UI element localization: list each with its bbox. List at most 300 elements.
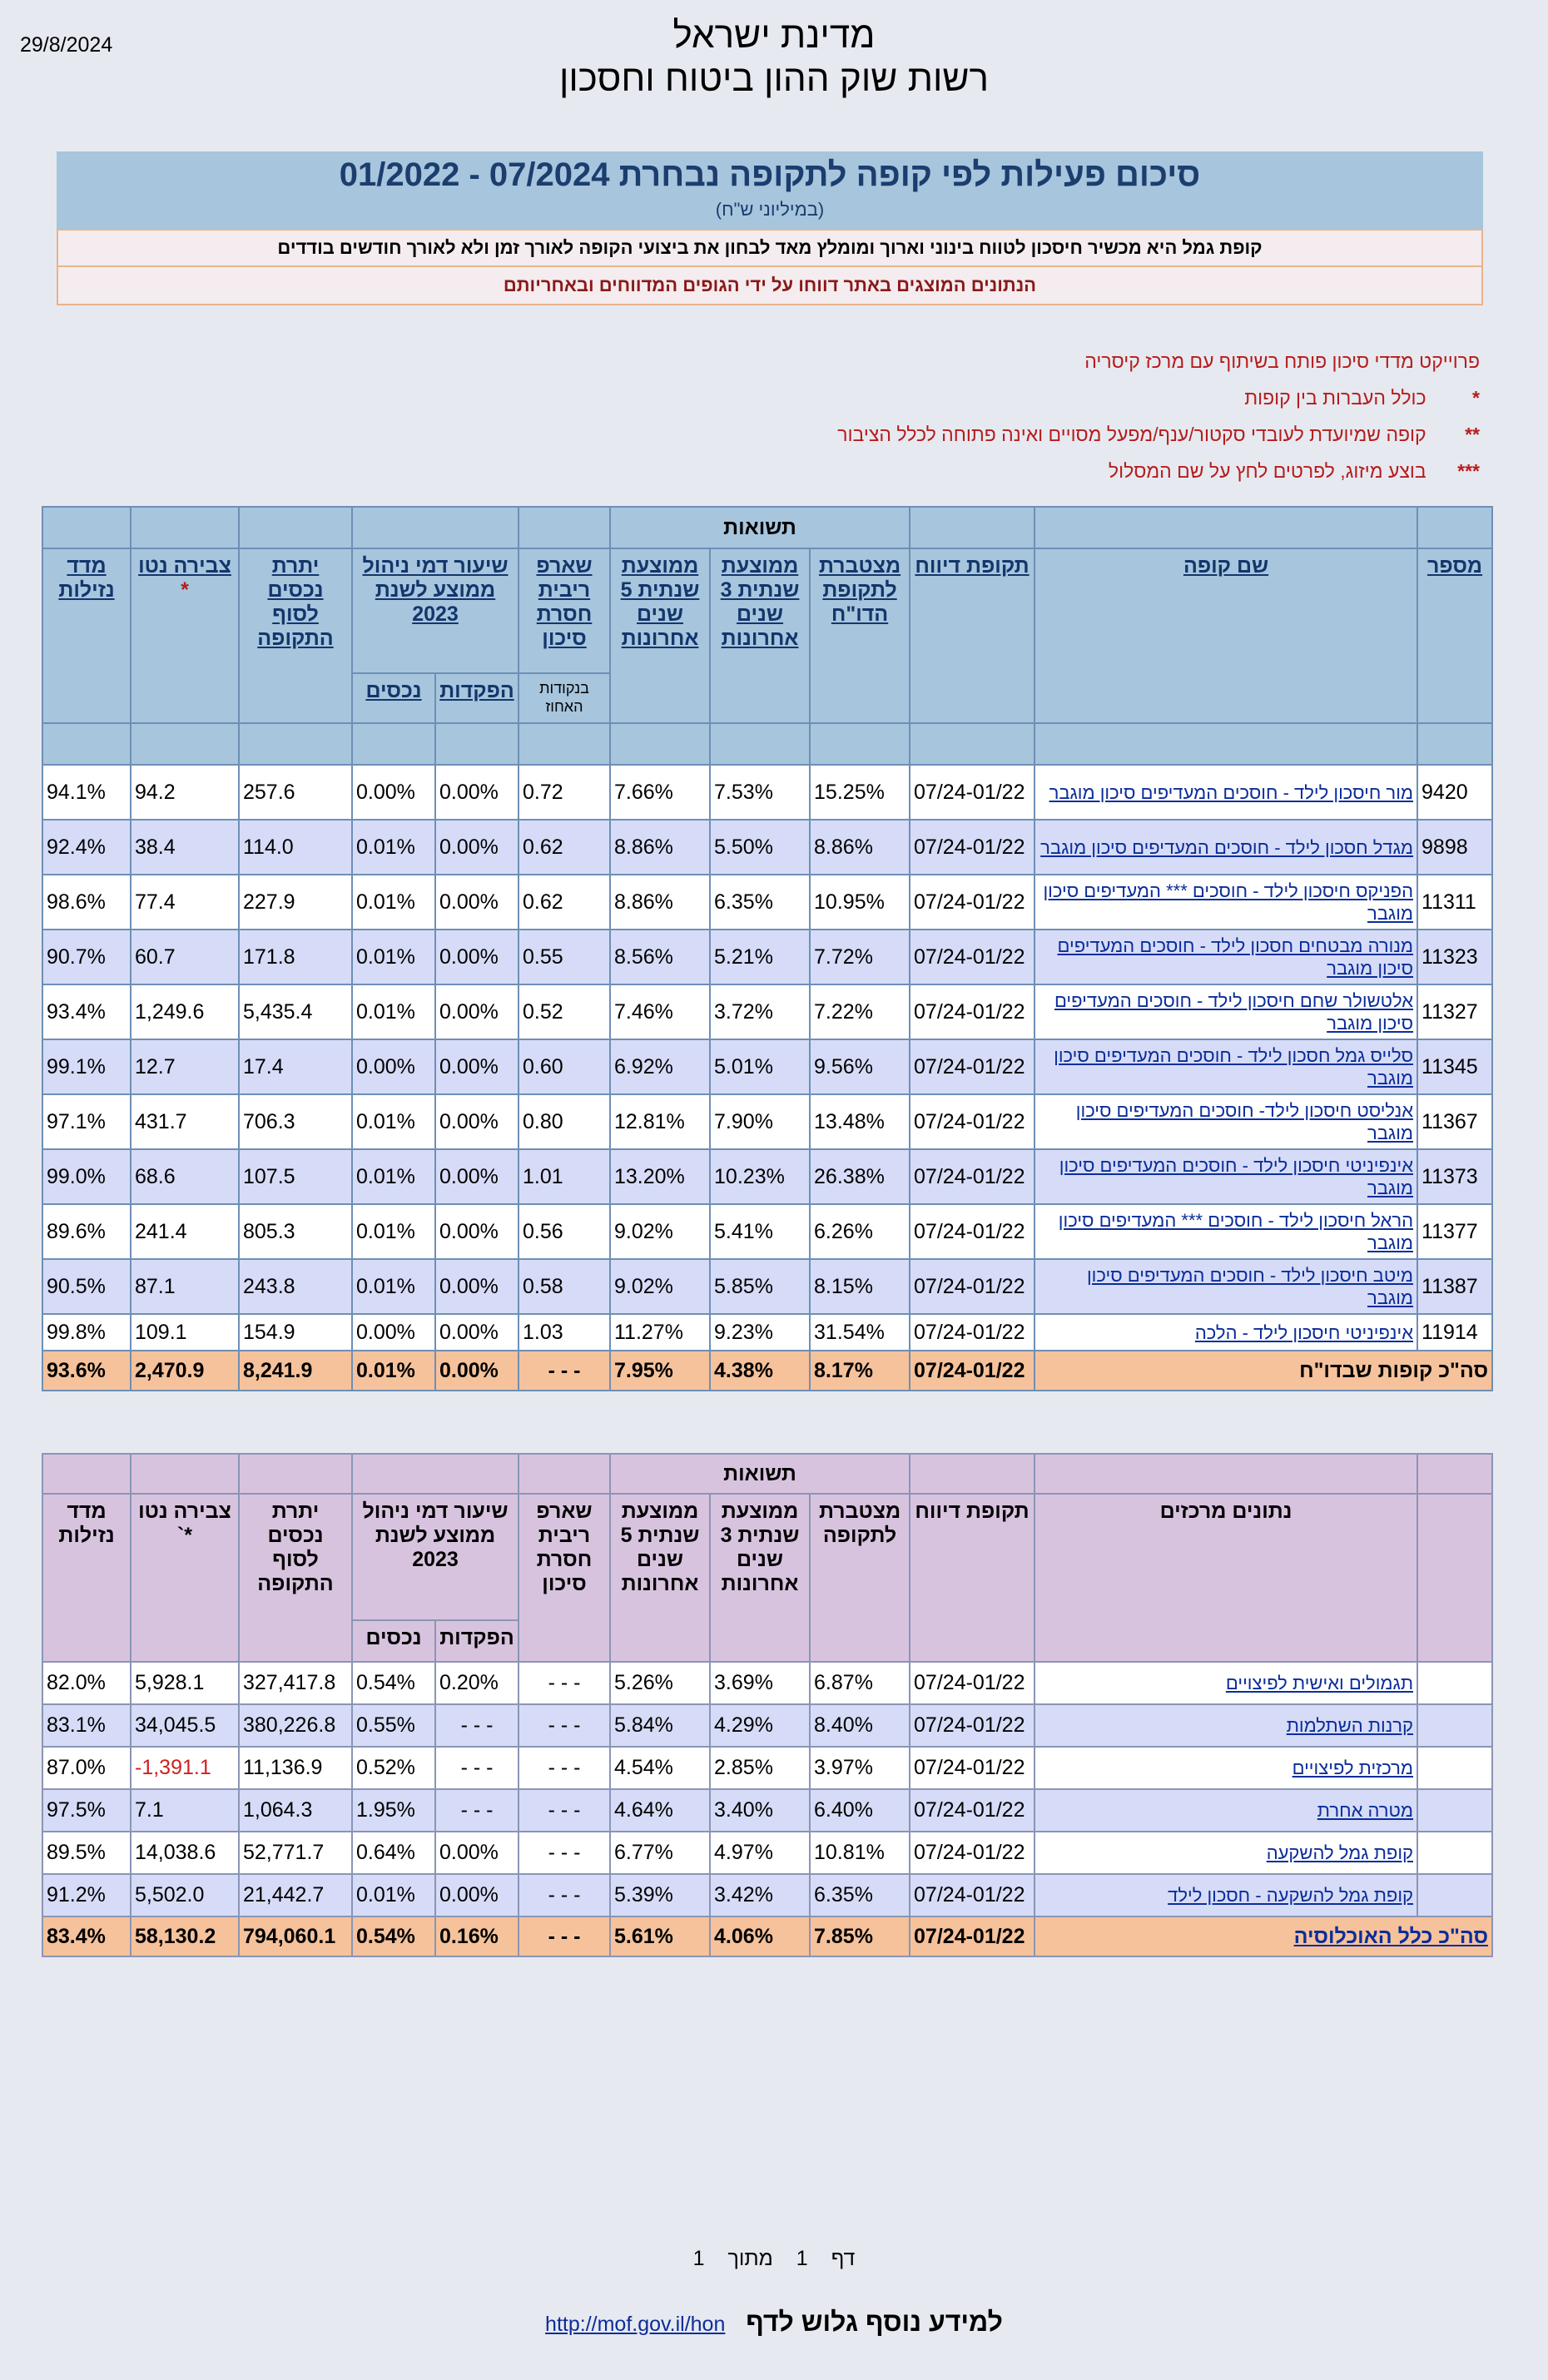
summary-total-row [42,1916,1492,1956]
summary-col-liquidity: מדד נזילות [42,1494,131,1662]
summary-total-fee-deposits: 0.16% [435,1916,518,1956]
fund-sharpe: 0.80 [518,1094,610,1149]
summary-fee-assets: 1.95% [352,1789,435,1832]
summary-blank [1417,1662,1492,1704]
summary-row [42,1747,1492,1789]
sort-cumulative-link[interactable]: מצטברת לתקופת הדו"ח [818,554,901,626]
fund-period: 07/24-01/22 [910,1259,1034,1314]
summary-net-accum: 34,045.5 [131,1704,239,1747]
fund-sharpe: 0.60 [518,1039,610,1094]
fund-row [42,984,1492,1039]
fund-fee-deposits: 0.00% [435,1039,518,1094]
fund-fee-deposits: 0.00% [435,1314,518,1351]
fund-row [42,765,1492,820]
summary-sharpe: - - - [518,1789,610,1832]
summary-name[interactable] [1034,1662,1417,1704]
sort-liquidity-link[interactable]: מדד נזילות [58,554,115,602]
total-cumulative: 8.17% [810,1351,910,1391]
fund-net-accum: 12.7 [131,1039,239,1094]
fund-sharpe: 0.62 [518,875,610,930]
col-period[interactable] [910,548,1034,723]
summary-balance: 52,771.7 [239,1832,352,1874]
summary-sharpe: - - - [518,1874,610,1916]
summary-avg3: 3.42% [710,1874,810,1916]
summary-returns-group: תשואות [610,1454,910,1494]
fund-name[interactable] [1034,1094,1417,1149]
summary-col-fee-assets: נכסים [352,1620,435,1662]
fund-sharpe: 0.56 [518,1204,610,1259]
fund-row [42,1149,1492,1204]
summary-avg5: 5.84% [610,1704,710,1747]
fund-liquidity: 99.0% [42,1149,131,1204]
fund-avg3: 7.90% [710,1094,810,1149]
report-title-text: סיכום פעילות לפי קופה לתקופה נבחרת [618,156,1201,193]
summary-col-period: תקופת דיווח [910,1494,1034,1662]
fund-avg5: 8.86% [610,820,710,875]
funds-table [42,506,1493,1391]
summary-fee-assets: 0.55% [352,1704,435,1747]
fund-number: 11387 [1417,1259,1492,1314]
summary-blank [1417,1874,1492,1916]
fund-period: 07/24-01/22 [910,1149,1034,1204]
net-accum-star: * [181,578,189,602]
fund-period: 07/24-01/22 [910,820,1034,875]
summary-balance: 21,442.7 [239,1874,352,1916]
summary-row [42,1662,1492,1704]
fund-fee-deposits: 0.00% [435,875,518,930]
summary-period: 07/24-01/22 [910,1874,1034,1916]
fund-name-link[interactable]: אינפיניטי חיסכון לילד - חוסכים המעדיפים סיכון מוגבר [1059,1155,1414,1198]
fund-row [42,875,1492,930]
fund-row [42,1204,1492,1259]
summary-blank [1417,1747,1492,1789]
fund-period: 07/24-01/22 [910,1039,1034,1094]
sort-avg5-link[interactable]: ממוצעת שנתית 5 שנים אחרונות [620,554,700,650]
col-balance[interactable] [239,548,352,723]
fund-balance: 171.8 [239,930,352,984]
fund-row [42,1314,1492,1351]
fund-avg3: 5.41% [710,1204,810,1259]
summary-fee-assets: 0.64% [352,1832,435,1874]
fund-number: 11914 [1417,1314,1492,1351]
summary-col-avg3: ממוצעת שנתית 3 שנים אחרונות [710,1494,810,1662]
summary-name-link[interactable]: תגמולים ואישית לפיצויים [1225,1673,1414,1693]
summary-liquidity: 89.5% [42,1832,131,1874]
fund-sharpe: 0.52 [518,984,610,1039]
fund-fee-deposits: 0.00% [435,1094,518,1149]
summary-period: 07/24-01/22 [910,1662,1034,1704]
fund-name[interactable] [1034,1149,1417,1204]
fund-balance: 227.9 [239,875,352,930]
sort-fund-name-link[interactable]: שם קופה [1183,554,1269,578]
fund-avg3: 5.85% [710,1259,810,1314]
summary-liquidity: 83.1% [42,1704,131,1747]
summary-liquidity: 87.0% [42,1747,131,1789]
summary-fee-assets: 0.54% [352,1662,435,1704]
fund-avg3: 3.72% [710,984,810,1039]
total-balance: 8,241.9 [239,1351,352,1391]
fund-fee-deposits: 0.00% [435,820,518,875]
fund-avg5: 12.81% [610,1094,710,1149]
fund-sharpe: 0.62 [518,820,610,875]
funds-total-row [42,1351,1492,1391]
fund-name[interactable] [1034,1259,1417,1314]
fund-name-link[interactable]: מגדל חסכון לילד - חוסכים המעדיפים סיכון מוגבר [1040,836,1414,858]
fund-name-link[interactable]: הפניקס חיסכון לילד - חוסכים *** המעדיפים סיכון מוגבר [1043,880,1414,924]
summary-name[interactable] [1034,1747,1417,1789]
summary-fee-assets: 0.52% [352,1747,435,1789]
sort-period-link[interactable]: תקופת דיווח [915,554,1030,578]
header-state: מדינת ישראל [672,15,876,56]
fund-fee-assets: 0.00% [352,1314,435,1351]
fund-cumulative: 9.56% [810,1039,910,1094]
col-avg3[interactable] [710,548,810,723]
fund-fee-deposits: 0.00% [435,930,518,984]
fund-net-accum: 77.4 [131,875,239,930]
report-banner [57,151,1483,305]
fund-period: 07/24-01/22 [910,1204,1034,1259]
fund-net-accum: 60.7 [131,930,239,984]
col-fee-deposits[interactable] [435,673,518,723]
fund-avg3: 7.53% [710,765,810,820]
fund-name[interactable] [1034,820,1417,875]
summary-row [42,1832,1492,1874]
fund-sharpe: 0.58 [518,1259,610,1314]
summary-fee-deposits: - - - [435,1704,518,1747]
fund-balance: 17.4 [239,1039,352,1094]
summary-name[interactable] [1034,1704,1417,1747]
fund-avg5: 7.66% [610,765,710,820]
sort-number-link[interactable]: מספר [1426,554,1483,578]
fund-liquidity: 92.4% [42,820,131,875]
summary-row [42,1704,1492,1747]
summary-total-avg5: 5.61% [610,1916,710,1956]
summary-col-name: נתונים מרכזים [1034,1494,1417,1662]
summary-sharpe: - - - [518,1832,610,1874]
fund-fee-assets: 0.01% [352,1149,435,1204]
fund-cumulative: 8.86% [810,820,910,875]
sort-net-accum-link[interactable]: צבירה נטו [138,554,231,578]
summary-liquidity: 82.0% [42,1662,131,1704]
sort-sharpe-link[interactable]: שארפ ריבית חסרת סיכון [536,554,593,650]
footnote-3: *** בוצע מיזוג, לפרטים לחץ על שם המסלול [1108,460,1480,482]
summary-total-balance: 794,060.1 [239,1916,352,1956]
fund-name[interactable] [1034,984,1417,1039]
footer-text: למידע נוסף גלוש לדף [746,2307,1003,2337]
summary-col-fee-deposits: הפקדות [435,1620,518,1662]
summary-cumulative: 6.35% [810,1874,910,1916]
total-fee-deposits: 0.00% [435,1351,518,1391]
summary-fee-deposits: - - - [435,1789,518,1832]
funds-table-body [42,765,1492,1391]
col-fee-assets[interactable] [352,673,435,723]
fund-avg5: 8.56% [610,930,710,984]
fund-fee-assets: 0.01% [352,820,435,875]
fund-name[interactable] [1034,930,1417,984]
fund-sharpe: 0.72 [518,765,610,820]
fund-liquidity: 90.7% [42,930,131,984]
report-units: (במיליוני ש"ח) [715,199,825,220]
fund-liquidity: 89.6% [42,1204,131,1259]
fund-cumulative: 7.72% [810,930,910,984]
fund-name-link[interactable]: מיטב חיסכון לילד - חוסכים המעדיפים סיכון מוגבר [1086,1265,1414,1308]
fund-row [42,820,1492,875]
fund-row [42,1039,1492,1094]
fund-sharpe: 1.01 [518,1149,610,1204]
summary-net-accum: 14,038.6 [131,1832,239,1874]
footnote-1: * כולל העברות בין קופות [1244,387,1480,409]
fund-row [42,1259,1492,1314]
fund-avg5: 13.20% [610,1149,710,1204]
fund-net-accum: 87.1 [131,1259,239,1314]
total-net-accum: 2,470.9 [131,1351,239,1391]
col-number[interactable] [1417,548,1492,723]
fund-number: 11323 [1417,930,1492,984]
summary-avg3: 3.40% [710,1789,810,1832]
summary-fee-deposits: 0.20% [435,1662,518,1704]
fund-cumulative: 10.95% [810,875,910,930]
fund-avg5: 6.92% [610,1039,710,1094]
sort-fee-assets-link[interactable]: נכסים [365,679,422,702]
fund-liquidity: 98.6% [42,875,131,930]
summary-net-accum: 5,928.1 [131,1662,239,1704]
col-liquidity[interactable] [42,548,131,723]
summary-fee-deposits: 0.00% [435,1832,518,1874]
pager-page: 1 [796,2247,808,2270]
summary-net-accum: -1,391.1 [131,1747,239,1789]
summary-col-net-accum: צבירה נטו *` [131,1494,239,1662]
summary-total-net-accum: 58,130.2 [131,1916,239,1956]
page-header [0,15,1548,100]
summary-col-fee-group: שיעור דמי ניהול ממוצע לשנת 2023 [352,1494,518,1620]
fund-name[interactable] [1034,1204,1417,1259]
pager-of-label: מתוך [727,2247,773,2270]
summary-period: 07/24-01/22 [910,1789,1034,1832]
fund-cumulative: 7.22% [810,984,910,1039]
fund-fee-assets: 0.01% [352,1259,435,1314]
fund-fee-deposits: 0.00% [435,984,518,1039]
fund-cumulative: 15.25% [810,765,910,820]
pager-total: 1 [692,2247,705,2270]
fund-cumulative: 26.38% [810,1149,910,1204]
fund-number: 11327 [1417,984,1492,1039]
fund-period: 07/24-01/22 [910,1314,1034,1351]
pager-page-label: דף [831,2247,856,2270]
summary-period: 07/24-01/22 [910,1704,1034,1747]
summary-col-sharpe: שארפ ריבית חסרת סיכון [518,1494,610,1662]
col-net-accum[interactable] [131,548,239,723]
summary-total-label[interactable] [1034,1916,1492,1956]
summary-sharpe: - - - [518,1662,610,1704]
fund-period: 07/24-01/22 [910,1094,1034,1149]
sort-avg3-link[interactable]: ממוצעת שנתית 3 שנים אחרונות [720,554,800,650]
summary-name-link[interactable]: קרנות השתלמות [1286,1715,1414,1736]
summary-name-link[interactable]: קופת גמל להשקעה - חסכון לילד [1168,1885,1414,1906]
summary-avg3: 2.85% [710,1747,810,1789]
summary-name-link[interactable]: מטרה אחרת [1317,1800,1414,1821]
summary-sharpe: - - - [518,1747,610,1789]
fund-row [42,930,1492,984]
fund-name[interactable] [1034,875,1417,930]
fund-net-accum: 1,249.6 [131,984,239,1039]
summary-avg3: 4.29% [710,1704,810,1747]
summary-balance: 1,064.3 [239,1789,352,1832]
total-sharpe: - - - [518,1351,610,1391]
total-period: 07/24-01/22 [910,1351,1034,1391]
summary-avg5: 4.64% [610,1789,710,1832]
total-avg3: 4.38% [710,1351,810,1391]
summary-total-period: 07/24-01/22 [910,1916,1034,1956]
summary-net-accum: 7.1 [131,1789,239,1832]
footer-link[interactable]: http://mof.gov.il/hon [545,2313,726,2336]
summary-row [42,1874,1492,1916]
pager [0,2247,1548,2271]
fund-fee-deposits: 0.00% [435,1204,518,1259]
fund-avg5: 9.02% [610,1259,710,1314]
responsibility-note: הנתונים המוצגים באתר דווחו על ידי הגופים המדווחים ובאחריותם [57,267,1483,305]
summary-balance: 327,417.8 [239,1662,352,1704]
fund-name[interactable] [1034,1314,1417,1351]
fund-balance: 114.0 [239,820,352,875]
fund-name-link[interactable]: סלייס גמל חסכון לילד - חוסכים המעדיפים סיכון מוגבר [1054,1045,1414,1088]
summary-blank [1417,1832,1492,1874]
col-avg5[interactable] [610,548,710,723]
summary-name[interactable] [1034,1874,1417,1916]
summary-row [42,1789,1492,1832]
footnote-project: פרוייקט מדדי סיכון פותח בשיתוף עם מרכז קיסריה [1084,350,1480,372]
summary-blank [1417,1789,1492,1832]
fund-liquidity: 97.1% [42,1094,131,1149]
total-liquidity: 93.6% [42,1351,131,1391]
summary-fee-deposits: - - - [435,1747,518,1789]
sort-fee-link[interactable]: שיעור דמי ניהול ממוצע לשנת 2023 [362,554,509,626]
fund-name-link[interactable]: הראל חיסכון לילד - חוסכים *** המעדיפים סיכון מוגבר [1058,1210,1414,1253]
summary-name[interactable] [1034,1832,1417,1874]
fund-period: 07/24-01/22 [910,875,1034,930]
fund-cumulative: 6.26% [810,1204,910,1259]
fund-fee-assets: 0.00% [352,1039,435,1094]
fund-cumulative: 13.48% [810,1094,910,1149]
fund-period: 07/24-01/22 [910,930,1034,984]
summary-table [42,1453,1493,1957]
fund-number: 9420 [1417,765,1492,820]
fund-fee-deposits: 0.00% [435,1149,518,1204]
fund-fee-deposits: 0.00% [435,765,518,820]
fund-name-link[interactable]: אנליסט חיסכון לילד- חוסכים המעדיפים סיכון מוגבר [1075,1100,1414,1143]
summary-net-accum-star: *` [176,1524,193,1547]
disclaimer-note: קופת גמל היא מכשיר חיסכון לטווח בינוני וארוך ומומלץ מאד לבחון את ביצועי הקופה לאורך זמן ולא לאורך חודשים בודדים [57,229,1483,267]
summary-cumulative: 8.40% [810,1704,910,1747]
fund-liquidity: 90.5% [42,1259,131,1314]
fund-avg3: 5.21% [710,930,810,984]
fund-balance: 154.9 [239,1314,352,1351]
fund-avg3: 5.50% [710,820,810,875]
sharpe-unit: בנקודות האחוז [518,673,610,723]
fund-number: 11345 [1417,1039,1492,1094]
col-fee-group[interactable] [352,548,518,673]
summary-balance: 11,136.9 [239,1747,352,1789]
fund-period: 07/24-01/22 [910,765,1034,820]
funds-total-label: סה"כ קופות שבדו"ח [1034,1351,1492,1391]
returns-group-header: תשואות [610,507,910,548]
fund-avg3: 9.23% [710,1314,810,1351]
fund-name-link[interactable]: מור חיסכון לילד - חוסכים המעדיפים סיכון מוגבר [1049,781,1414,803]
fund-balance: 257.6 [239,765,352,820]
col-cumulative[interactable] [810,548,910,723]
fund-fee-assets: 0.01% [352,1204,435,1259]
summary-name[interactable] [1034,1789,1417,1832]
fund-number: 11377 [1417,1204,1492,1259]
fund-fee-assets: 0.01% [352,1094,435,1149]
banner-title-box [57,151,1483,229]
footer [0,2307,1548,2338]
fund-name[interactable] [1034,765,1417,820]
footnote-2: ** קופה שמיועדת לעובדי סקטור/ענף/מפעל מסויים ואינה פתוחה לכלל הציבור [837,424,1480,445]
summary-col-avg5: ממוצעת שנתית 5 שנים אחרונות [610,1494,710,1662]
summary-cumulative: 6.87% [810,1662,910,1704]
col-fund-name[interactable] [1034,548,1417,723]
fund-name-link[interactable]: אינפיניטי חיסכון לילד - הלכה [1194,1321,1414,1343]
summary-net-accum: 5,502.0 [131,1874,239,1916]
summary-period: 07/24-01/22 [910,1832,1034,1874]
summary-col-cumulative: מצטברת לתקופה [810,1494,910,1662]
fund-fee-assets: 0.01% [352,930,435,984]
summary-total-cumulative: 7.85% [810,1916,910,1956]
total-avg5: 7.95% [610,1351,710,1391]
fund-liquidity: 93.4% [42,984,131,1039]
summary-avg5: 5.26% [610,1662,710,1704]
fund-name[interactable] [1034,1039,1417,1094]
summary-total-liquidity: 83.4% [42,1916,131,1956]
fund-avg3: 10.23% [710,1149,810,1204]
fund-number: 11367 [1417,1094,1492,1149]
summary-name-link[interactable]: קופת גמל להשקעה [1266,1842,1414,1863]
fund-number: 11311 [1417,875,1492,930]
fund-liquidity: 94.1% [42,765,131,820]
fund-net-accum: 241.4 [131,1204,239,1259]
summary-avg3: 3.69% [710,1662,810,1704]
col-sharpe[interactable] [518,548,610,673]
summary-avg5: 4.54% [610,1747,710,1789]
fund-name-link[interactable]: מנורה מבטחים חסכון לילד - חוסכים המעדיפים סיכון מוגבר [1057,935,1414,979]
fund-sharpe: 1.03 [518,1314,610,1351]
sort-balance-link[interactable]: יתרת נכסים לסוף התקופה [257,554,334,650]
summary-blank [1417,1704,1492,1747]
summary-period: 07/24-01/22 [910,1747,1034,1789]
fund-number: 11373 [1417,1149,1492,1204]
fund-liquidity: 99.8% [42,1314,131,1351]
fund-fee-assets: 0.01% [352,984,435,1039]
report-title [57,156,1483,194]
summary-balance: 380,226.8 [239,1704,352,1747]
fund-net-accum: 38.4 [131,820,239,875]
summary-sharpe: - - - [518,1704,610,1747]
fund-cumulative: 31.54% [810,1314,910,1351]
fund-row [42,1094,1492,1149]
summary-name-link[interactable]: מרכזית לפיצויים [1292,1758,1414,1778]
fund-net-accum: 68.6 [131,1149,239,1204]
fund-balance: 706.3 [239,1094,352,1149]
summary-col-balance: יתרת נכסים לסוף התקופה [239,1494,352,1662]
fund-fee-assets: 0.01% [352,875,435,930]
fund-cumulative: 8.15% [810,1259,910,1314]
summary-total-label-link[interactable]: סה"כ כלל האוכלוסיה [1293,1924,1489,1948]
fund-name-link[interactable]: אלטשולר שחם חיסכון לילד - חוסכים המעדיפים סיכון מוגבר [1054,990,1414,1034]
fund-avg3: 5.01% [710,1039,810,1094]
summary-total-sharpe: - - - [518,1916,610,1956]
sort-fee-deposits-link[interactable]: הפקדות [439,679,514,702]
summary-total-avg3: 4.06% [710,1916,810,1956]
